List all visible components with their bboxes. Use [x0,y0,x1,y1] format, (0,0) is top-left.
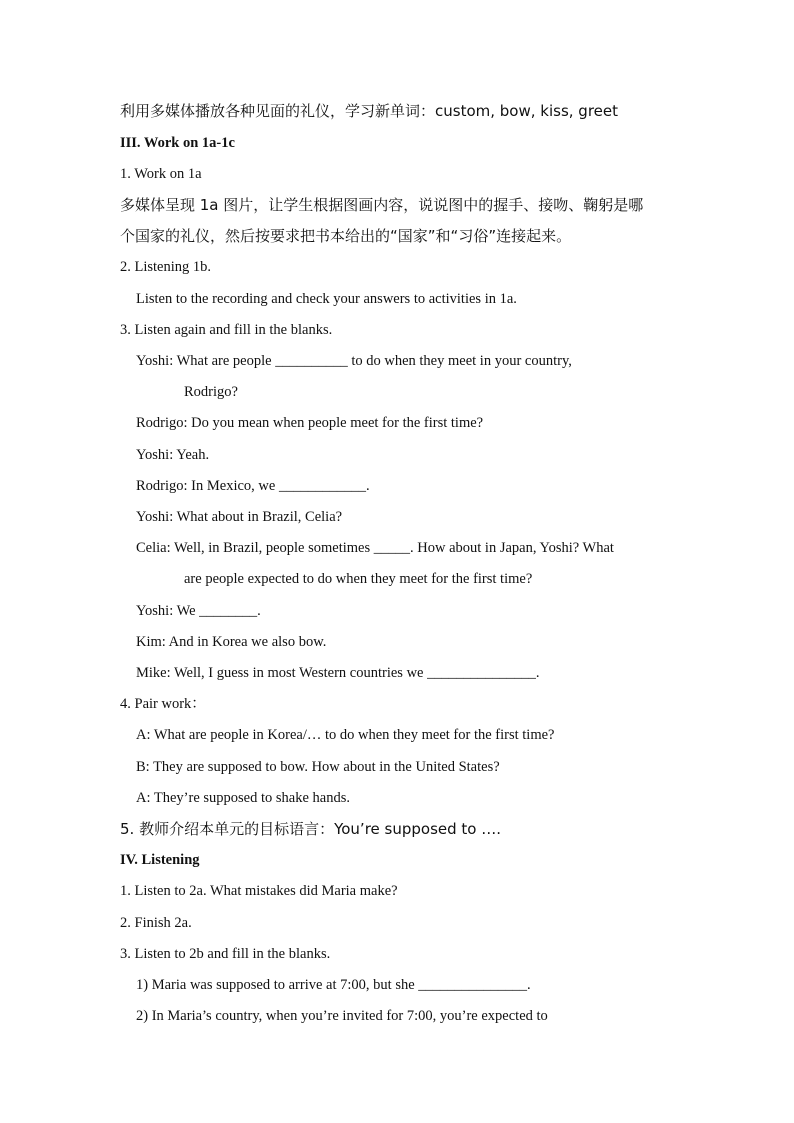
dialogue-line-celia: Celia: Well, in Brazil, people sometimes _____. How about in Japan, Yoshi? What [136,540,614,556]
dialogue-line-mike: Mike: Well, I guess in most Western countries we _______________. [136,665,540,681]
blank-sentence-2: 2) In Maria’s country, when you’re invited for 7:00, you’re expected to [136,1008,548,1024]
dialogue-line-celia-cont: are people expected to do when they meet for the first time? [184,571,533,587]
dialogue-line-yoshi-1-cont: Rodrigo? [184,384,238,400]
pair-work-line-b: B: They are supposed to bow. How about in the United States? [136,759,500,775]
section-heading-work-on-1a-1c: III. Work on 1a-1c [120,135,235,151]
dialogue-line-rodrigo-1: Rodrigo: Do you mean when people meet for the first time? [136,415,484,431]
step-work-on-1a: 1. Work on 1a [120,166,202,182]
step-1a-description-line2: 个国家的礼仪，然后按要求把书本给出的“国家”和“习俗”连接起来。 [120,227,572,245]
step-1a-description-line1: 多媒体呈现 1a 图片，让学生根据图画内容，说说图中的握手、接吻、鞠躬是哪 [120,196,644,214]
listening-1b-instruction: Listen to the recording and check your answers to activities in 1a. [136,291,517,307]
dialogue-line-yoshi-4: Yoshi: We ________. [136,603,261,619]
step-pair-work: 4. Pair work： [120,696,206,712]
pair-work-line-a2: A: They’re supposed to shake hands. [136,790,350,806]
listening-step-2: 2. Finish 2a. [120,915,192,931]
dialogue-line-kim: Kim: And in Korea we also bow. [136,634,327,650]
step-listen-again: 3. Listen again and fill in the blanks. [120,322,333,338]
intro-text: 利用多媒体播放各种见面的礼仪，学习新单词：custom, bow, kiss, greet [120,102,618,120]
blank-sentence-1: 1) Maria was supposed to arrive at 7:00, but she _______________. [136,977,531,993]
dialogue-line-yoshi-2: Yoshi: Yeah. [136,447,210,463]
dialogue-line-rodrigo-2: Rodrigo: In Mexico, we ____________. [136,478,370,494]
dialogue-line-yoshi-3: Yoshi: What about in Brazil, Celia? [136,509,343,525]
step-target-language: 5. 教师介绍本单元的目标语言：You’re supposed to …. [120,820,502,838]
step-listening-1b: 2. Listening 1b. [120,259,212,275]
section-heading-listening: IV. Listening [120,852,200,868]
pair-work-line-a1: A: What are people in Korea/… to do when they meet for the first time? [136,727,555,743]
listening-step-1: 1. Listen to 2a. What mistakes did Maria make? [120,883,398,899]
listening-step-3: 3. Listen to 2b and fill in the blanks. [120,946,331,962]
dialogue-line-yoshi-1: Yoshi: What are people __________ to do when they meet in your country, [136,353,572,369]
